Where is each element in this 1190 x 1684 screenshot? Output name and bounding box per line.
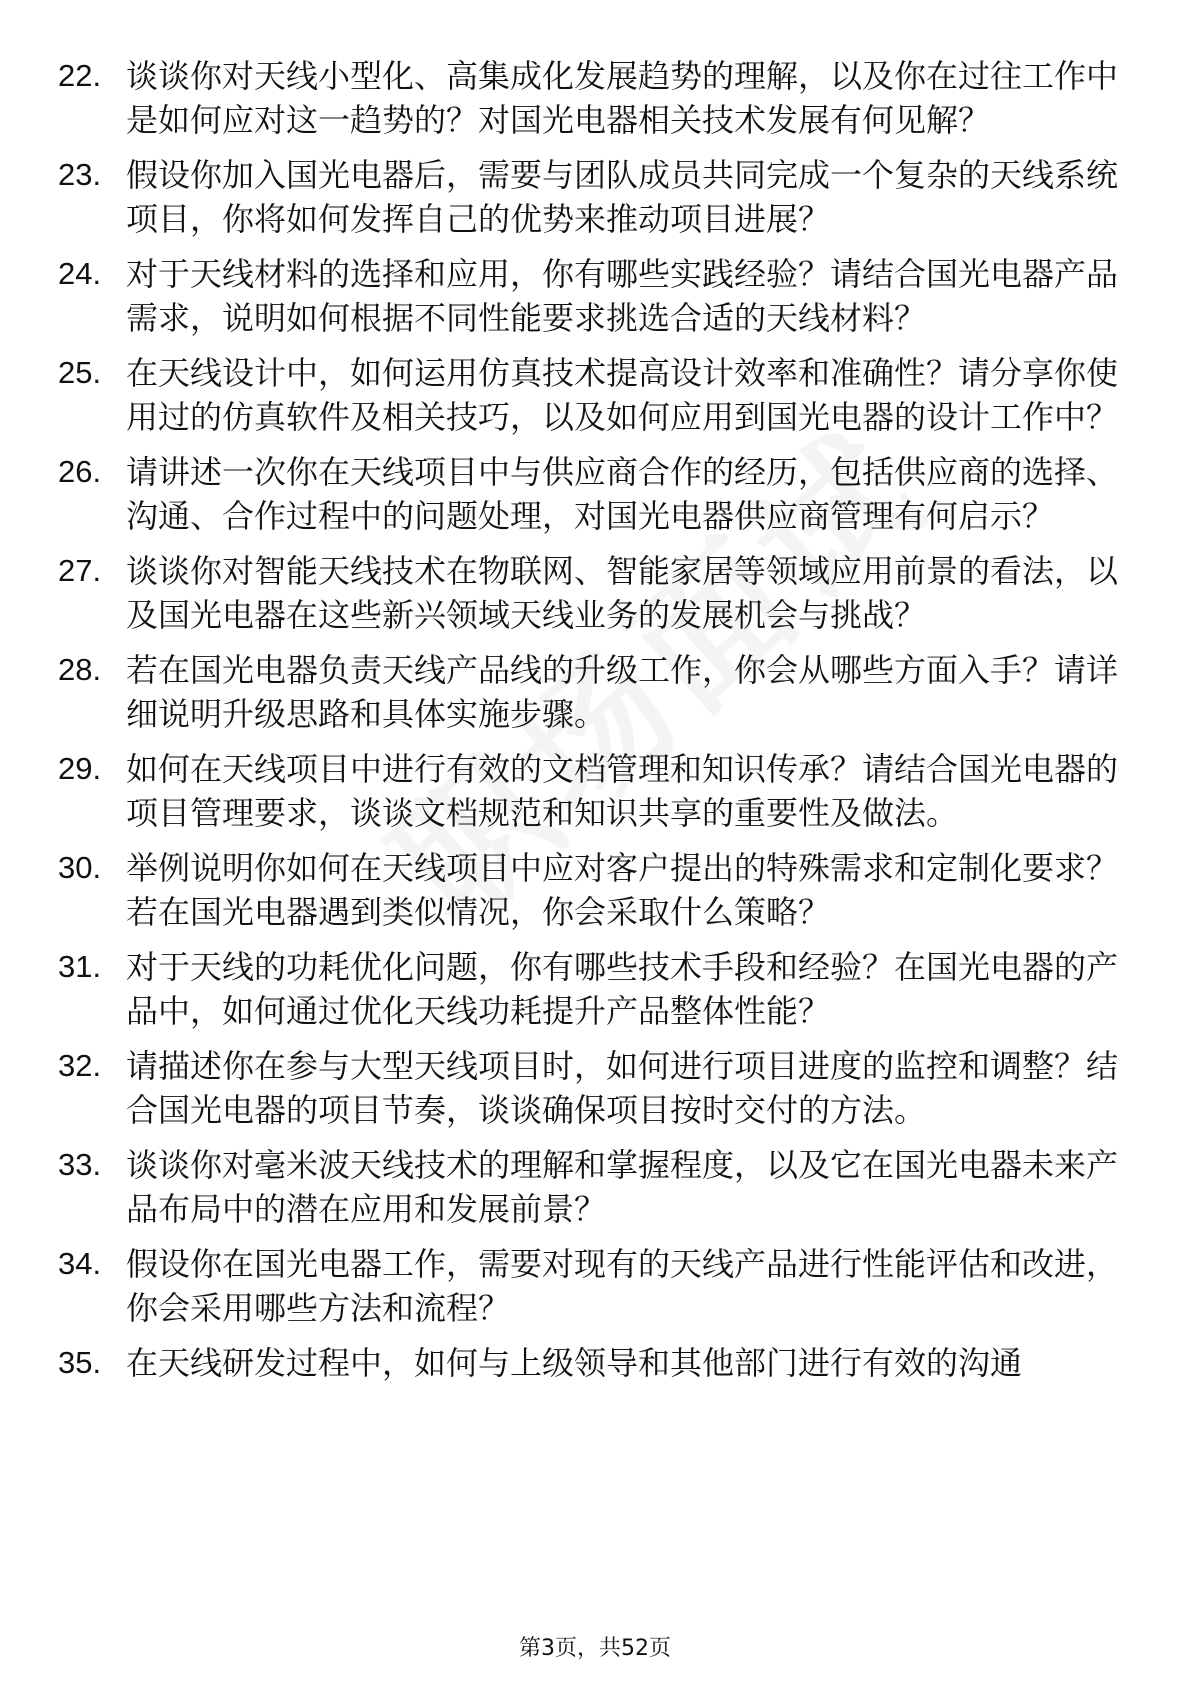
question-number: 32. xyxy=(58,1048,102,1083)
question-number: 34. xyxy=(58,1246,102,1281)
question-text: 对于天线材料的选择和应用，你有哪些实践经验？请结合国光电器产品需求，说明如何根据不同性能要求挑选合适的天线材料？ xyxy=(126,255,1119,337)
question-text: 在天线设计中，如何运用仿真技术提高设计效率和准确性？请分享你使用过的仿真软件及相关技巧，以及如何应用到国光电器的设计工作中？ xyxy=(126,354,1119,436)
question-number: 27. xyxy=(58,553,102,588)
question-item xyxy=(58,252,1118,340)
question-text: 请描述你在参与大型天线项目时，如何进行项目进度的监控和调整？结合国光电器的项目节奏，谈谈确保项目按时交付的方法。 xyxy=(126,1047,1119,1129)
question-item xyxy=(58,846,1118,934)
question-text: 请讲述一次你在天线项目中与供应商合作的经历，包括供应商的选择、沟通、合作过程中的问题处理，对国光电器供应商管理有何启示？ xyxy=(126,453,1119,535)
question-text: 假设你在国光电器工作，需要对现有的天线产品进行性能评估和改进，你会采用哪些方法和流程？ xyxy=(126,1245,1119,1327)
page-footer: 第3页，共52页 xyxy=(519,1636,671,1661)
question-item xyxy=(58,549,1118,637)
question-item xyxy=(58,54,1118,142)
question-number: 35. xyxy=(58,1345,102,1380)
question-number: 29. xyxy=(58,751,102,786)
question-text: 对于天线的功耗优化问题，你有哪些技术手段和经验？在国光电器的产品中，如何通过优化天线功耗提升产品整体性能？ xyxy=(126,948,1119,1030)
question-text: 若在国光电器负责天线产品线的升级工作，你会从哪些方面入手？请详细说明升级思路和具体实施步骤。 xyxy=(126,651,1119,733)
question-number: 22. xyxy=(58,58,102,93)
question-text: 谈谈你对毫米波天线技术的理解和掌握程度，以及它在国光电器未来产品布局中的潜在应用和发展前景？ xyxy=(126,1146,1119,1228)
question-item xyxy=(58,1341,1118,1385)
question-item xyxy=(58,153,1118,241)
question-item xyxy=(58,1143,1118,1231)
question-text: 假设你加入国光电器后，需要与团队成员共同完成一个复杂的天线系统项目，你将如何发挥自己的优势来推动项目进展？ xyxy=(126,156,1119,238)
question-item xyxy=(58,450,1118,538)
question-text: 谈谈你对智能天线技术在物联网、智能家居等领域应用前景的看法，以及国光电器在这些新兴领域天线业务的发展机会与挑战？ xyxy=(126,552,1119,634)
question-item xyxy=(58,1044,1118,1132)
question-text: 如何在天线项目中进行有效的文档管理和知识传承？请结合国光电器的项目管理要求，谈谈文档规范和知识共享的重要性及做法。 xyxy=(126,750,1119,832)
question-number: 24. xyxy=(58,256,102,291)
question-number: 23. xyxy=(58,157,102,192)
question-item xyxy=(58,351,1118,439)
question-number: 25. xyxy=(58,355,102,390)
question-item xyxy=(58,1242,1118,1330)
question-item xyxy=(58,747,1118,835)
question-number: 26. xyxy=(58,454,102,489)
question-number: 30. xyxy=(58,850,102,885)
question-list xyxy=(58,54,1118,1396)
question-text: 举例说明你如何在天线项目中应对客户提出的特殊需求和定制化要求？若在国光电器遇到类似情况，你会采取什么策略？ xyxy=(126,849,1119,931)
question-number: 33. xyxy=(58,1147,102,1182)
question-text: 谈谈你对天线小型化、高集成化发展趋势的理解，以及你在过往工作中是如何应对这一趋势的？对国光电器相关技术发展有何见解？ xyxy=(126,57,1119,139)
question-number: 28. xyxy=(58,652,102,687)
question-number: 31. xyxy=(58,949,102,984)
question-text: 在天线研发过程中，如何与上级领导和其他部门进行有效的沟通 xyxy=(126,1344,1023,1382)
question-item xyxy=(58,648,1118,736)
question-item xyxy=(58,945,1118,1033)
